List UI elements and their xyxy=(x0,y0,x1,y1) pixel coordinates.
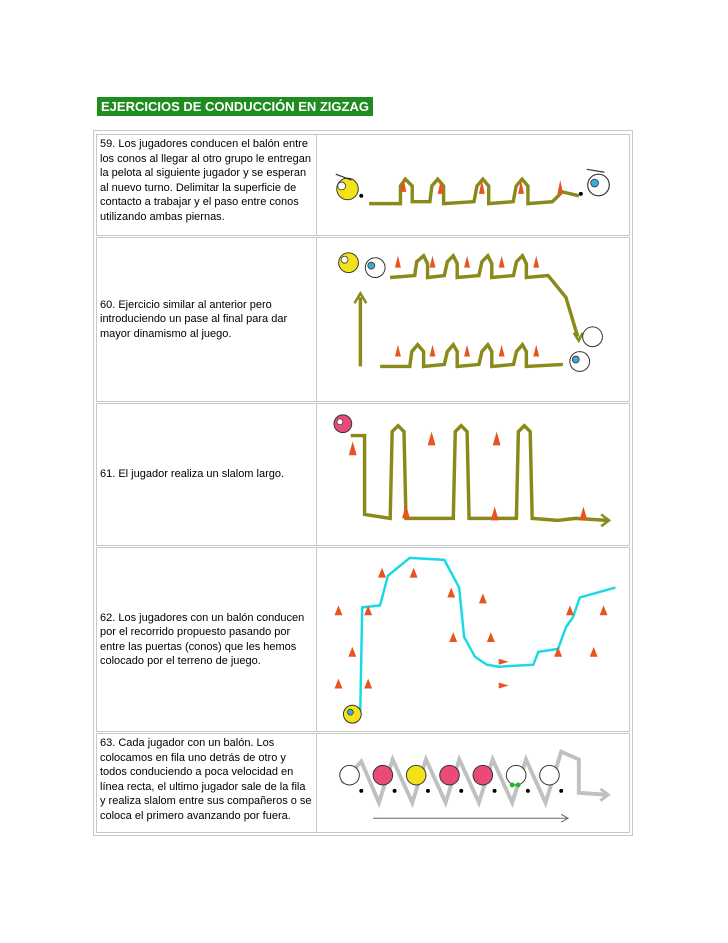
exercise-table xyxy=(93,130,633,836)
exercise-description-59: 59. Los jugadores conducen el balón entre los conos al llegar al otro grupo le entregan la pelota al siguiente jugador y se esperan al nuevo turno. Delimitar la superficie de contacto a trabajar y el paso entre conos utilizando ambas piernas. xyxy=(97,135,317,235)
dribble-path-top xyxy=(390,256,578,337)
exercise-text-60: 60. Ejercicio similar al anterior pero introduciendo un pase al final para dar mayor dinamismo al juego. xyxy=(100,298,288,340)
player-icon xyxy=(406,765,426,785)
player-icon xyxy=(336,174,359,199)
route-path xyxy=(360,558,615,711)
diagram-60-svg xyxy=(319,238,629,401)
exercise-row-63 xyxy=(96,733,630,833)
exercise-diagram-60 xyxy=(319,238,629,401)
player-icon xyxy=(339,253,359,273)
diagram-63-svg xyxy=(319,734,629,832)
player-icon xyxy=(540,765,560,785)
player-icon xyxy=(583,327,603,347)
exercise-diagram-59 xyxy=(319,135,629,235)
player-icon xyxy=(365,258,385,278)
exercise-description-63: 63. Cada jugador con un balón. Los colocamos en fila uno detrás de otro y todos conduciendo a poca velocidad en línea recta, el ultimo jugador sale de la fila y realiza slalom entre sus compañeros o se coloca el primero avanzando por fuera. xyxy=(97,734,317,832)
exercise-text-62: 62. Los jugadores con un balón conducen por el recorrido propuesto pasando por entre las puertas (conos) que les hemos colocado por el terreno de juego. xyxy=(100,611,305,667)
exercise-description-60 xyxy=(97,238,317,401)
player-icon xyxy=(570,352,590,372)
section-title: EJERCICIOS DE CONDUCCIÓN EN ZIGZAG xyxy=(97,97,373,116)
player-icon xyxy=(473,765,493,785)
exercise-description-62 xyxy=(97,548,317,731)
players-row xyxy=(340,765,560,785)
player-icon xyxy=(373,765,393,785)
diagram-62-svg xyxy=(319,548,629,731)
player-icon xyxy=(440,765,460,785)
balls xyxy=(359,789,563,793)
player-icon xyxy=(343,705,361,723)
exercise-description-61 xyxy=(97,404,317,545)
exercise-row-61 xyxy=(96,403,630,546)
cones xyxy=(400,178,563,194)
exercise-diagram-63 xyxy=(319,734,629,832)
diagram-61-svg xyxy=(319,404,629,545)
dribble-path xyxy=(369,179,579,204)
player-icon xyxy=(506,765,526,785)
exercise-row-62 xyxy=(96,547,630,732)
player-icon xyxy=(340,765,360,785)
ball-icon xyxy=(359,194,363,198)
exercise-row-60 xyxy=(96,237,630,402)
exercise-diagram-62 xyxy=(319,548,629,731)
slalom-path xyxy=(351,426,607,521)
diagram-59-svg xyxy=(319,135,629,235)
player-icon xyxy=(587,169,610,195)
exercise-diagram-61 xyxy=(319,404,629,545)
player-icon xyxy=(334,415,352,433)
exercise-row-59 xyxy=(96,134,630,236)
ball-icon xyxy=(579,192,583,196)
exercise-text-61: 61. El jugador realiza un slalom largo. xyxy=(100,468,285,481)
